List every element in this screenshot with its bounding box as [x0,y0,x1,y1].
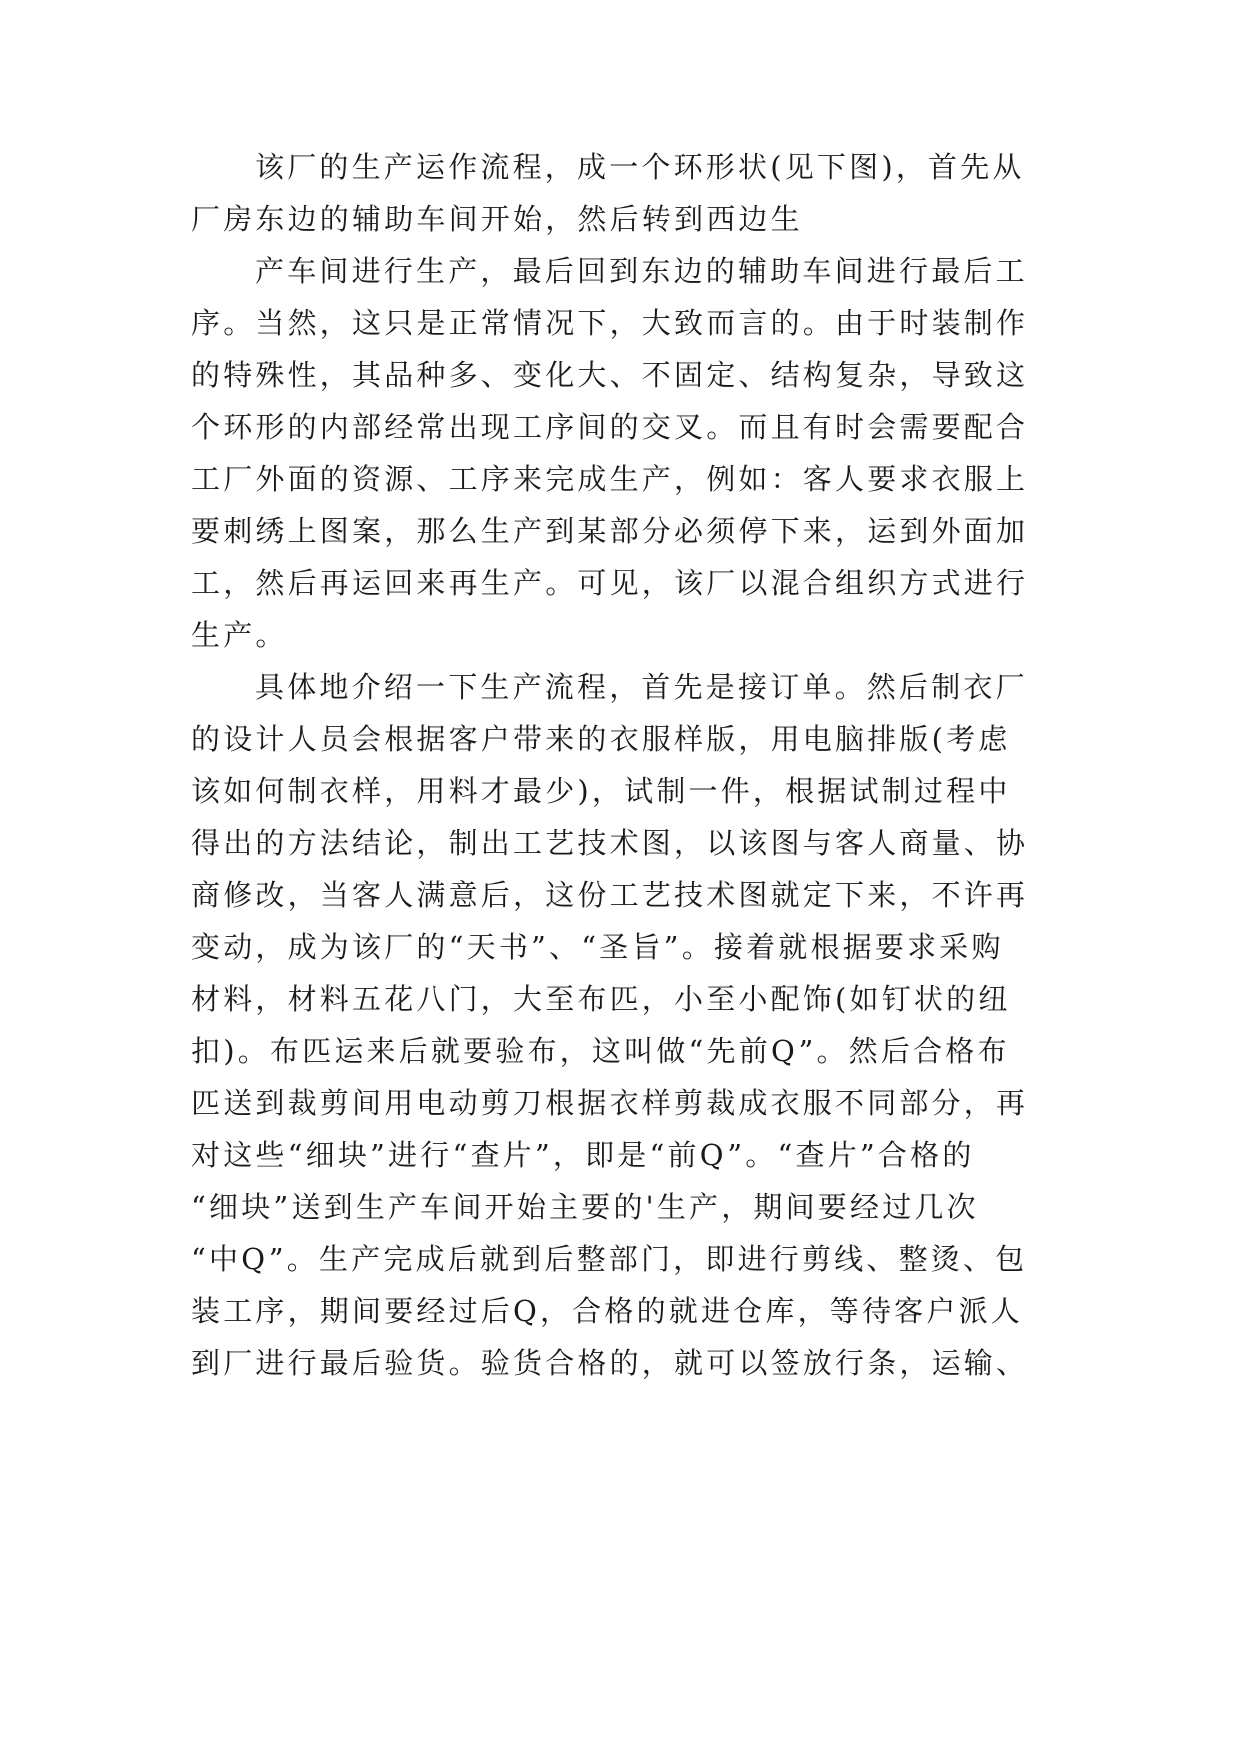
text-line: “细块”送到生产车间开始主要的'生产，期间要经过几次 [191,1190,979,1224]
text-line: 到厂进行最后验货。验货合格的，就可以签放行条，运输、 [191,1346,1029,1380]
text-line: 匹送到裁剪间用电动剪刀根据衣样剪裁成衣服不同部分，再 [191,1086,1029,1120]
text-line: 该厂的生产运作流程，成一个环形状(见下图)，首先从 [255,150,1025,184]
text-line: 工，然后再运回来再生产。可见，该厂以混合组织方式进行 [191,566,1029,600]
text-line: 序。当然，这只是正常情况下，大致而言的。由于时装制作 [191,306,1029,340]
text-line: 变动，成为该厂的“天书”、“圣旨”。接着就根据要求采购 [191,930,1004,964]
text-line: 扣)。布匹运来后就要验布，这叫做“先前Q”。然后合格布 [191,1034,1010,1068]
text-line: 对这些“细块”进行“查片”，即是“前Q”。“查片”合格的 [191,1138,975,1172]
text-line: 得出的方法结论，制出工艺技术图，以该图与客人商量、协 [191,826,1029,860]
text-line: 材料，材料五花八门，大至布匹，小至小配饰(如钉状的纽 [191,982,1011,1016]
text-line: “中Q”。生产完成后就到后整部门，即进行剪线、整烫、包 [191,1242,1028,1276]
text-line: 的特殊性，其品种多、变化大、不固定、结构复杂，导致这 [191,358,1029,392]
text-line: 个环形的内部经常出现工序间的交叉。而且有时会需要配合 [191,410,1029,444]
text-line: 生产。 [191,618,288,652]
text-line: 具体地介绍一下生产流程，首先是接订单。然后制衣厂 [255,670,1028,704]
text-line: 要刺绣上图案，那么生产到某部分必须停下来，运到外面加 [191,514,1029,548]
text-line: 产车间进行生产，最后回到东边的辅助车间进行最后工 [255,254,1028,288]
text-line: 装工序，期间要经过后Q，合格的就进仓库，等待客户派人 [191,1294,1023,1328]
text-line: 工厂外面的资源、工序来完成生产，例如：客人要求衣服上 [191,462,1029,496]
text-line: 该如何制衣样，用料才最少)，试制一件，根据试制过程中 [191,774,1011,808]
text-line: 的设计人员会根据客户带来的衣服样版，用电脑排版(考虑 [191,722,1011,756]
text-line: 厂房东边的辅助车间开始，然后转到西边生 [191,202,803,236]
text-line: 商修改，当客人满意后，这份工艺技术图就定下来，不许再 [191,878,1029,912]
